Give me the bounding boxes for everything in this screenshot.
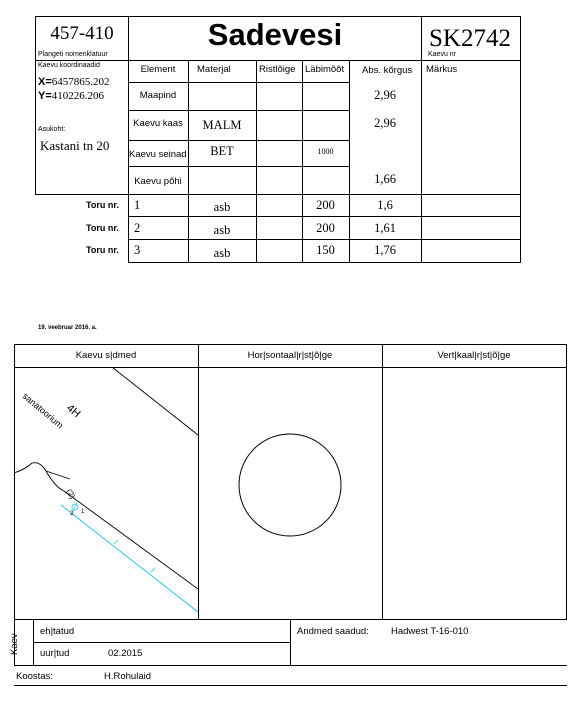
pipe-label: Toru nr. — [86, 245, 119, 255]
pipe-height: 1,76 — [374, 243, 396, 257]
source-value: Hadwest T-16-010 — [391, 626, 469, 637]
column-vertical-section: Vert|kaal|r|st|õ|ge — [437, 350, 511, 361]
col-element: Element — [140, 64, 176, 75]
label-sanatoorium: sanatoorium — [20, 390, 66, 431]
col-remarks: Märkus — [426, 64, 458, 75]
row-material: MALM — [202, 118, 242, 132]
column-well-plan: Kaevu s|dmed — [75, 350, 137, 361]
col-diameter: Läbimõõt — [305, 64, 345, 75]
pipe-diameter: 200 — [316, 198, 335, 212]
row-height: 2,96 — [374, 88, 396, 102]
row-height: 2,96 — [374, 116, 396, 130]
pipe-number-label: 2 — [70, 511, 74, 517]
pipe-marker-label: (2) — [64, 487, 77, 501]
composer-value: H.Rohulaid — [104, 671, 151, 682]
column-horizontal-section: Hor|sontaal|r|st|õ|ge — [247, 350, 333, 361]
row-element: Kaevu põhi — [134, 176, 182, 187]
row-element: Kaevu seinad — [129, 149, 187, 160]
row-height: 1,66 — [374, 172, 396, 186]
surveyed-date: 02.2015 — [108, 648, 143, 659]
y-coordinate: Y=410226.206 — [38, 90, 105, 102]
pipe-number: 3 — [134, 243, 141, 257]
pipe-height: 1,61 — [374, 221, 396, 235]
pipe-material: asb — [213, 246, 231, 260]
pipe-diameter: 200 — [316, 221, 335, 235]
well-plan-sketch — [14, 367, 198, 619]
pipe-diameter: 150 — [316, 243, 335, 257]
built-label: eh|tatud — [40, 626, 75, 637]
row-material: BET — [210, 144, 234, 158]
horizontal-section-drawing — [198, 367, 382, 619]
row-element: Kaevu kaas — [133, 118, 183, 129]
pipe-label: Toru nr. — [86, 200, 119, 210]
pipe-height: 1,6 — [377, 198, 393, 212]
nomenclature-label: Plangeti nomenklatuur — [38, 51, 108, 58]
pipe-number: 1 — [134, 198, 141, 212]
label-4h: 4H — [64, 402, 83, 421]
page-title: Sadevesi — [207, 17, 343, 52]
row-diameter: 1000 — [317, 147, 334, 156]
col-abs-height: Abs. kõrgus — [362, 65, 413, 76]
document-date: 19. veebruar 2016. a. — [38, 325, 97, 331]
source-label: Andmed saadud: — [297, 626, 369, 637]
well-number: SK2742 — [429, 25, 511, 52]
well-number-label: Kaevu nr — [428, 51, 457, 58]
pipe-material: asb — [213, 223, 231, 237]
pipe-label: Toru nr. — [86, 223, 119, 233]
location-value: Kastani tn 20 — [40, 138, 110, 153]
location-label: Asukoht: — [38, 126, 66, 133]
side-label: Kaev — [9, 633, 20, 655]
surveyed-label: uur|tud — [40, 648, 70, 659]
row-element: Maapind — [139, 90, 177, 101]
col-cross-section: Ristlõige — [259, 64, 296, 75]
nomenclature: 457-410 — [50, 23, 114, 44]
x-coordinate: X=6457865.202 — [38, 76, 110, 88]
pipe-number: 2 — [134, 221, 141, 235]
coords-label: Kaevu koordinaadid — [38, 62, 100, 69]
composer-label: Koostas: — [16, 671, 53, 682]
col-material: Materjal — [197, 64, 231, 75]
pipe-material: asb — [213, 200, 231, 214]
pipe-number-label: 1 — [81, 509, 85, 515]
